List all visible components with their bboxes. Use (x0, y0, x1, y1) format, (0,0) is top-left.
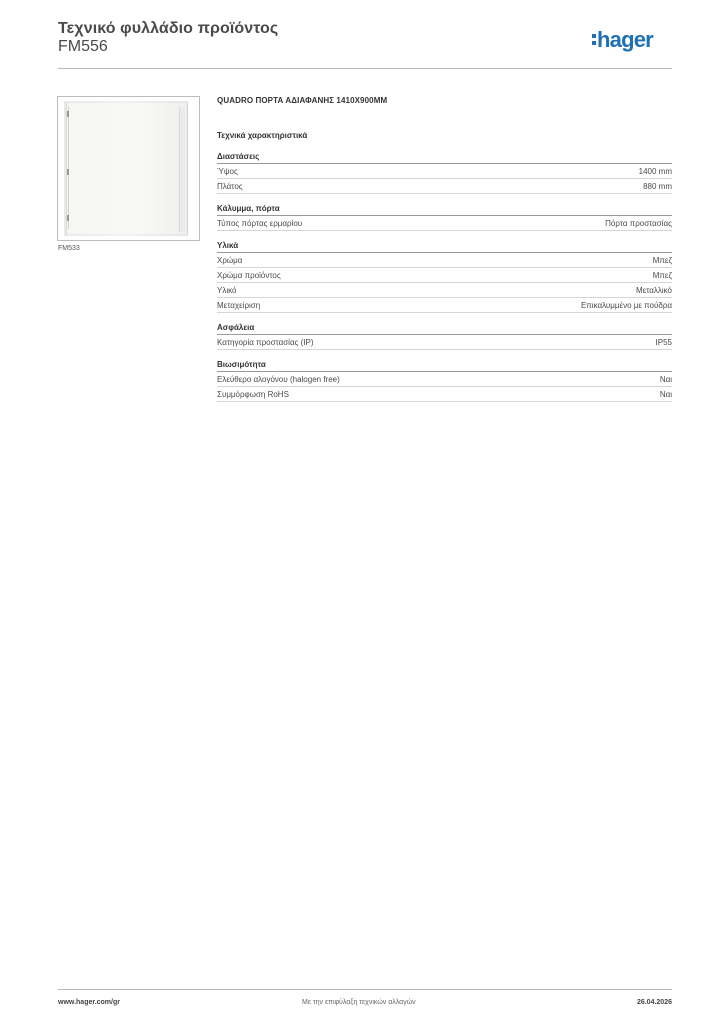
hinge-icon (67, 215, 69, 221)
product-code: FM556 (58, 38, 108, 55)
spec-value: 1400 mm (638, 166, 672, 176)
spec-row (217, 372, 672, 387)
spec-value: IP55 (655, 337, 672, 347)
spec-label: Τύπος πόρτας ερμαρίου (217, 218, 303, 228)
product-name: QUADRO ΠΟΡΤΑ ΑΔΙΑΦΑΝΗΣ 1410X900MM (217, 96, 388, 105)
hinge-icon (67, 111, 69, 117)
spec-label: Μεταχείριση (217, 300, 261, 310)
hinge-icon (67, 169, 69, 175)
footer-divider (58, 989, 672, 990)
section-title: Τεχνικά χαρακτηριστικά (217, 131, 308, 140)
spec-content (217, 96, 672, 412)
group-title: Βιωσιμότητα (217, 360, 672, 372)
footer-website-link[interactable]: www.hager.com/gr (58, 999, 120, 1006)
spec-group-safety (217, 323, 672, 350)
spec-label: Πλάτος (217, 181, 243, 191)
product-image (57, 96, 200, 241)
spec-row (217, 216, 672, 231)
spec-label: Χρώμα (217, 255, 243, 265)
group-title: Κάλυμμα, πόρτα (217, 204, 672, 216)
spec-row (217, 283, 672, 298)
spec-label: Κατηγορία προστασίας (IP) (217, 337, 314, 347)
spec-value: Μεταλλικό (635, 285, 672, 295)
spec-value: Ναι (659, 389, 672, 399)
hager-logo (592, 27, 653, 55)
header-divider (58, 68, 672, 69)
spec-value: Μπεζ (652, 270, 672, 280)
spec-value: 880 mm (643, 181, 672, 191)
spec-row (217, 335, 672, 350)
spec-label: Συμμόρφωση RoHS (217, 389, 289, 399)
spec-group-dimensions (217, 152, 672, 194)
spec-group-materials (217, 241, 672, 313)
spec-value: Πόρτα προστασίας (605, 218, 672, 228)
group-title: Υλικά (217, 241, 672, 253)
spec-row (217, 253, 672, 268)
page-title: Τεχνικό φυλλάδιο προϊόντος (58, 20, 279, 37)
spec-value: Επικαλυμμένο με πούδρα (580, 300, 672, 310)
spec-row (217, 298, 672, 313)
image-caption: FM533 (58, 245, 80, 252)
footer-date: 26.04.2026 (636, 999, 672, 1006)
spec-label: Ελεύθερο αλογόνου (halogen free) (217, 374, 340, 384)
spec-row (217, 179, 672, 194)
spec-label: Ύψος (217, 166, 238, 176)
spec-group-sustainability (217, 360, 672, 402)
spec-label: Χρώμα προϊόντος (217, 270, 281, 280)
spec-group-cover-door (217, 204, 672, 231)
spec-row (217, 387, 672, 402)
spec-row (217, 164, 672, 179)
spec-value: Μπεζ (652, 255, 672, 265)
spec-value: Ναι (659, 374, 672, 384)
spec-label: Υλικό (217, 285, 237, 295)
footer-disclaimer: Με την επιφύλαξη τεχνικών αλλαγών (302, 999, 416, 1006)
logo-text: hager (597, 27, 653, 52)
spec-row (217, 268, 672, 283)
group-title: Ασφάλεια (217, 323, 672, 335)
logo-colon-icon (592, 34, 596, 45)
group-title: Διαστάσεις (217, 152, 672, 164)
